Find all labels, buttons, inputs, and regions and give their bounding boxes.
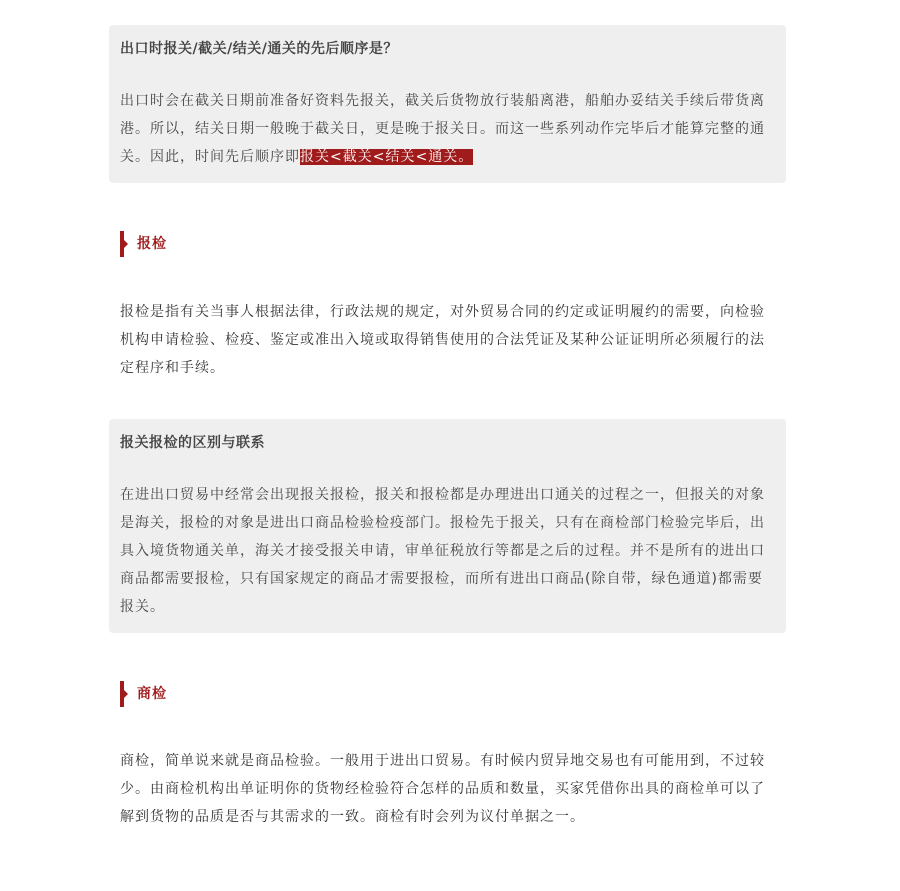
section-marker-icon [120, 681, 126, 707]
section-title-commodity: 商检 [137, 686, 167, 702]
difference-box [109, 419, 786, 633]
difference-text: 在进出口贸易中经常会出现报关报检，报关和报检都是办理进出口通关的过程之一，但报关的对象是海关，报检的对象是进出口商品检验检疫部门。报检先于报关，只有在商检部门检验完毕后，出具入境货物通关单，海关才接受报关申请，审单征税放行等都是之后的过程。并不是所有的进出口商品都需要报检，只有国家规定的商品才需要报检，而所有进出口商品(除自带，绿色通道)都需要报关。 [120, 487, 765, 615]
customs-order-title: 出口时报关/截关/结关/通关的先后顺序是？ [120, 41, 398, 57]
inspection-paragraph: 报检是指有关当事人根据法律，行政法规的规定，对外贸易合同的约定或证明履约的需要，向检验机构申请检验、检疫、鉴定或准出入境或取得销售使用的合法凭证及某种公证证明所必须履行的法定程序和手续。 [120, 304, 765, 376]
section-heading-commodity [109, 681, 786, 707]
customs-order-text [120, 87, 774, 171]
customs-order-body: 出口时会在截关日期前准备好资料先报关，截关后货物放行装船离港，船舶办妥结关手续后带货离港。所以，结关日期一般晚于截关日，更是晚于报关日。而这一些系列动作完毕后才能算完整的通关。因此，时间先后顺序即 [120, 93, 765, 165]
customs-order-highlight: 报关<截关<结关<通关。 [300, 149, 474, 165]
article [109, 0, 786, 831]
difference-title: 报关报检的区别与联系 [120, 435, 265, 451]
section-marker-icon [120, 231, 126, 257]
customs-order-box [109, 25, 786, 183]
section-heading-inspection [109, 231, 786, 257]
commodity-paragraph: 商检，简单说来就是商品检验。一般用于进出口贸易。有时候内贸异地交易也有可能用到，不过较少。由商检机构出单证明你的货物经检验符合怎样的品质和数量，买家凭借你出具的商检单可以了解到货物的品质是否与其需求的一致。商检有时会列为议付单据之一。 [120, 753, 765, 825]
section-title-inspection: 报检 [137, 236, 167, 252]
